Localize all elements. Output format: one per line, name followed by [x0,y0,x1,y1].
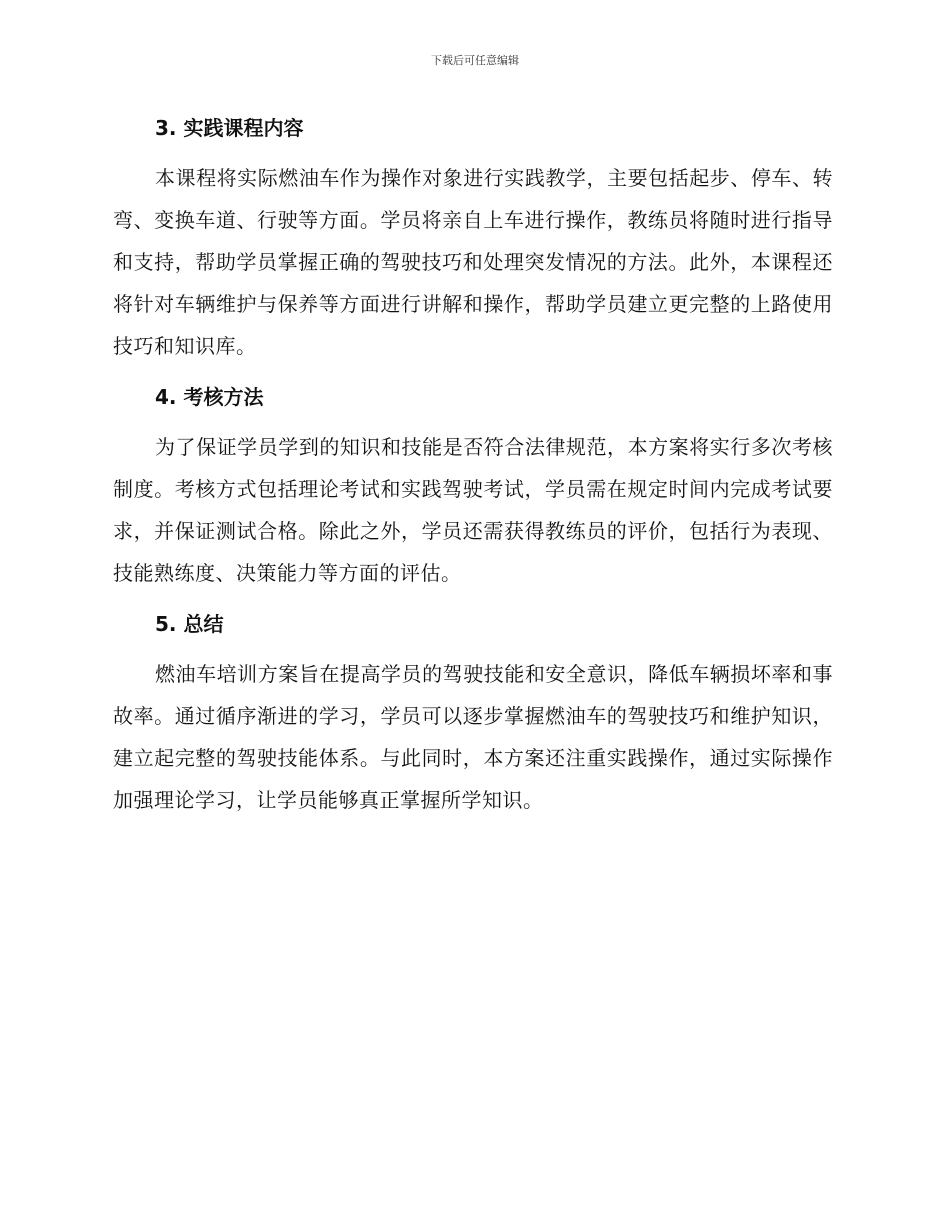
section-assessment-method [113,377,833,594]
section-paragraph: 燃油车培训方案旨在提高学员的驾驶技能和安全意识，降低车辆损坏率和事故率。通过循序渐进的学习，学员可以逐步掌握燃油车的驾驶技巧和维护知识，建立起完整的驾驶技能体系。与此同时，本方案还注重实践操作，通过实际操作加强理论学习，让学员能够真正掌握所学知识。 [113,662,833,812]
section-heading: 4. 考核方法 [155,385,264,409]
section-heading: 5. 总结 [155,612,224,636]
section-paragraph: 为了保证学员学到的知识和技能是否符合法律规范，本方案将实行多次考核制度。考核方式包括理论考试和实践驾驶考试，学员需在规定时间内完成考试要求，并保证测试合格。除此之外，学员还需获得教练员的评价，包括行为表现、技能熟练度、决策能力等方面的评估。 [113,435,833,585]
section-summary [113,604,833,821]
section-paragraph: 本课程将实际燃油车作为操作对象进行实践教学，主要包括起步、停车、转弯、变换车道、行驶等方面。学员将亲自上车进行操作，教练员将随时进行指导和支持，帮助学员掌握正确的驾驶技巧和处理突发情况的方法。此外，本课程还将针对车辆维护与保养等方面进行讲解和操作，帮助学员建立更完整的上路使用技巧和知识库。 [113,166,833,358]
section-practical-course [113,108,833,367]
page-header: 下载后可任意编辑 [431,54,519,67]
section-heading: 3. 实践课程内容 [155,116,304,140]
document-body [113,108,833,831]
